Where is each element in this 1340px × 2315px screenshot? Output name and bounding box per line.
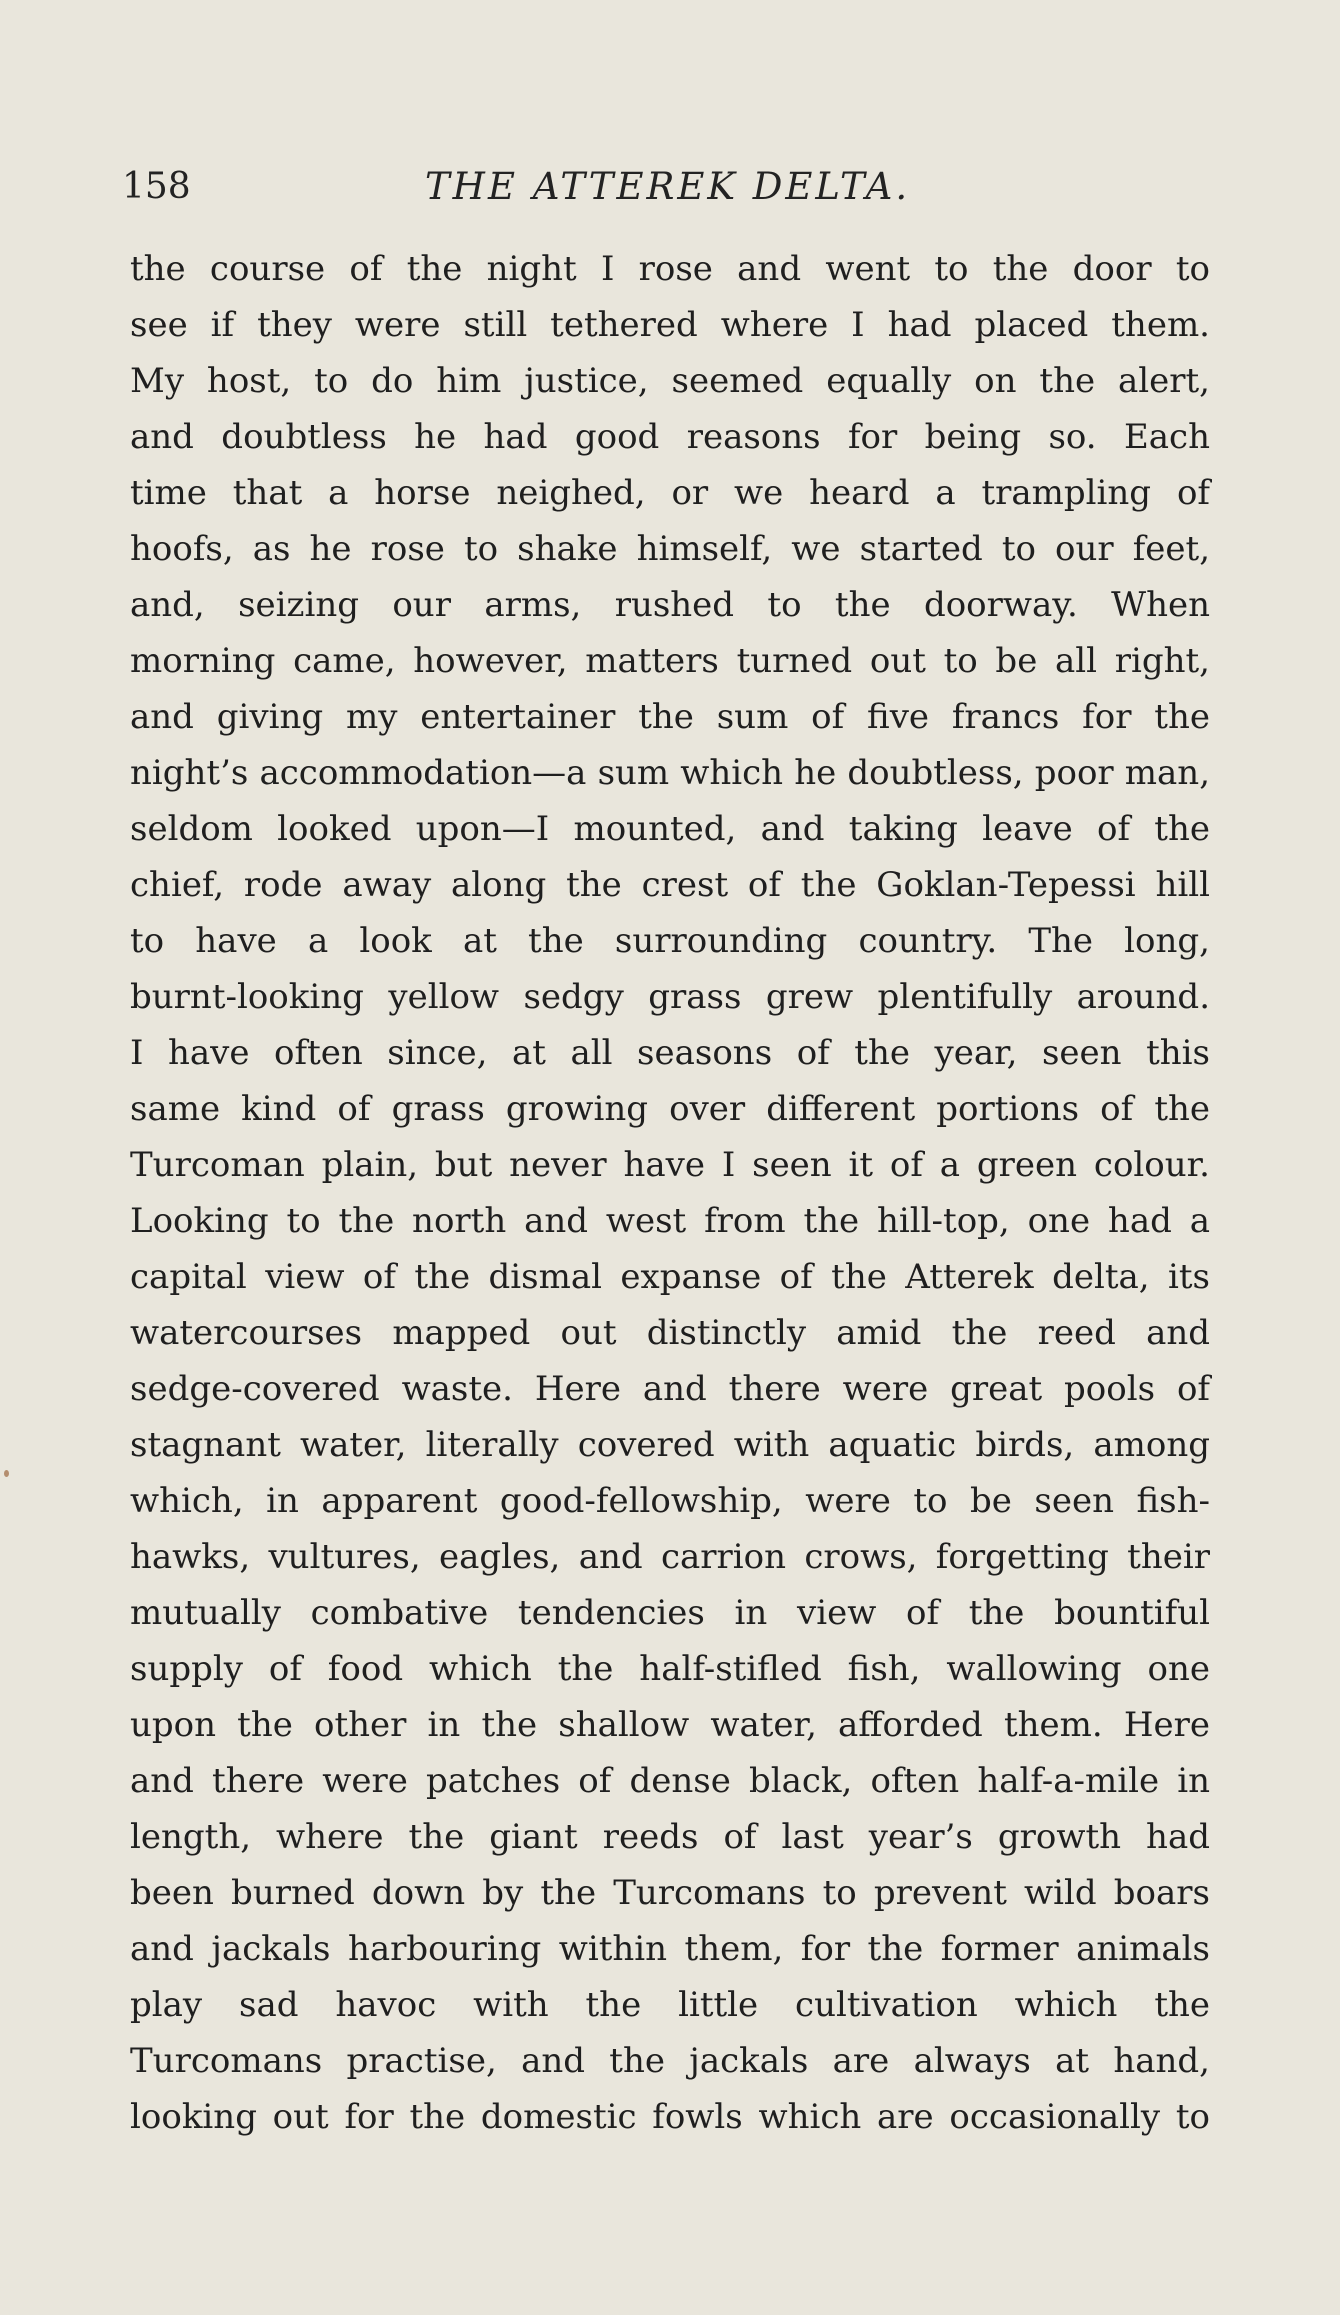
text-line: Turcomans practise, and the jackals are always at hand, [130, 2041, 1210, 2081]
text-line: hawks, vultures, eagles, and carrion crows, forgetting their [130, 1537, 1210, 1577]
text-line: capital view of the dismal expanse of the Atterek delta, its [130, 1257, 1210, 1297]
body-text [130, 241, 1210, 2145]
text-line: see if they were still tethered where I had placed them. [130, 305, 1210, 345]
page-number: 158 [122, 166, 191, 207]
text-line: same kind of grass growing over different portions of the [130, 1089, 1210, 1129]
paper-speck [4, 1470, 9, 1477]
text-line: mutually combative tendencies in view of the bountiful [130, 1593, 1210, 1633]
text-line: time that a horse neighed, or we heard a trampling of [130, 473, 1210, 513]
text-line: night’s accommodation—a sum which he doubtless, poor man, [130, 753, 1210, 793]
text-line: morning came, however, matters turned out to be all right, [130, 641, 1210, 681]
text-line: play sad havoc with the little cultivation which the [130, 1985, 1210, 2025]
text-line: burnt-looking yellow sedgy grass grew plentifully around. [130, 977, 1210, 1017]
text-line: Looking to the north and west from the hill-top, one had a [130, 1201, 1210, 1241]
text-line: Turcoman plain, but never have I seen it of a green colour. [130, 1145, 1210, 1185]
text-line: looking out for the domestic fowls which are occasionally to [130, 2097, 1210, 2137]
text-line: length, where the giant reeds of last year’s growth had [130, 1817, 1210, 1857]
text-line: My host, to do him justice, seemed equally on the alert, [130, 361, 1210, 401]
text-line: stagnant water, literally covered with aquatic birds, among [130, 1425, 1210, 1465]
text-line: and doubtless he had good reasons for being so. Each [130, 417, 1210, 457]
text-line: and jackals harbouring within them, for the former animals [130, 1929, 1210, 1969]
text-line: supply of food which the half-stifled fish, wallowing one [130, 1649, 1210, 1689]
text-line: hoofs, as he rose to shake himself, we started to our feet, [130, 529, 1210, 569]
text-line: sedge-covered waste. Here and there were great pools of [130, 1369, 1210, 1409]
text-line: the course of the night I rose and went to the door to [130, 249, 1210, 289]
text-line: upon the other in the shallow water, afforded them. Here [130, 1705, 1210, 1745]
text-line: and there were patches of dense black, often half-a-mile in [130, 1761, 1210, 1801]
text-line: watercourses mapped out distinctly amid the reed and [130, 1313, 1210, 1353]
text-line: seldom looked upon—I mounted, and taking leave of the [130, 809, 1210, 849]
page-header [122, 162, 1212, 212]
text-line: to have a look at the surrounding country. The long, [130, 921, 1210, 961]
text-line: been burned down by the Turcomans to prevent wild boars [130, 1873, 1210, 1913]
text-line: and giving my entertainer the sum of five francs for the [130, 697, 1210, 737]
text-line: I have often since, at all seasons of the year, seen this [130, 1033, 1210, 1073]
running-title: THE ATTEREK DELTA. [425, 165, 911, 208]
text-line: which, in apparent good-fellowship, were to be seen fish- [130, 1481, 1210, 1521]
text-line: chief, rode away along the crest of the Goklan-Tepessi hill [130, 865, 1210, 905]
text-line: and, seizing our arms, rushed to the doorway. When [130, 585, 1210, 625]
